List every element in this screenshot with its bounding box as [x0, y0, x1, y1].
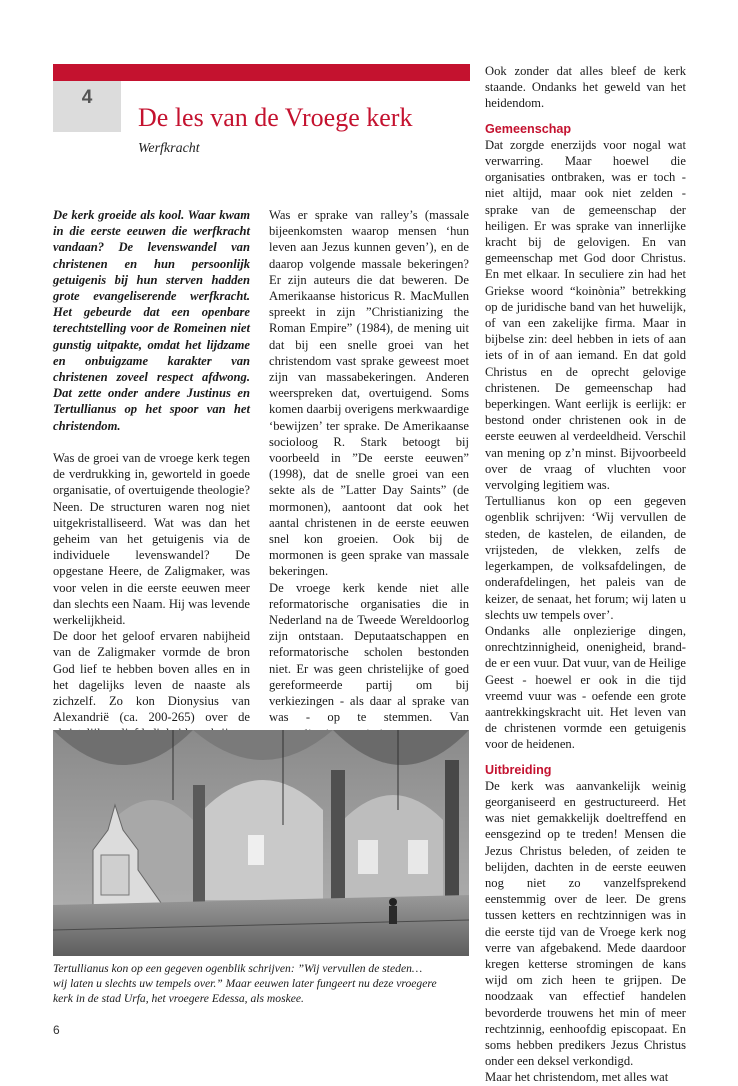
- paragraph-2: De door het geloof ervaren nabijheid van de Zaligmaker vormde de bron God lief te hebben boven alles en in het dagelijks leven de naaste als zichzelf. Zo kon Dionysius van Alexandrië (ca. 200-265) over de: [53, 629, 250, 725]
- intro-paragraph: De kerk groeide als kool. Waar kwam in die eerste eeuwen die werfkracht vandaan? De levenswandel van christenen en hun persoonlijk getuigenis bij hun sterven hadden grote evangeliserende werfkracht. Het gebeurde dat een openbare terechtstelling voor de Romeinen niet gunstig uitpakte, omdat het lijdzame en onbuigzame karakter van christenen zoveel respect afdwong. Dat zette onder andere Justinus en Tertullianus op het spoor van het christendom.: [53, 208, 250, 433]
- section-heading-uitbreiding: Uitbreiding: [485, 762, 552, 777]
- paragraph-8: Ondanks alle onplezierige dingen, onrechtzinnigheid, onenigheid, brand- de er een vuur. Dat vuur, van de Heilige Geest - hoewel er ook in die tijd vreemd vuur was - oefende een grote aantrekkingskracht uit. Het leven van de christenen vormde een getuigenis voor de heidenen.: [485, 623, 686, 752]
- paragraph-9: De kerk was aanvankelijk weinig georganiseerd en gestructureerd. Het was niet gemakkelijk doeltreffend en eensgezind op te treden! Mensen die Jezus Christus beleden, of zeiden te belijden, dachten in de eerste eeuwen nog niet zo vanzelfsprekend eenstemmig over de leer. De grens tussen ketters en rechtzinnigen was in die eerste tijd van de Vroege kerk nog verre van afgebakend. Mede daardoor kregen ketterse stromingen de kans wijd om zich heen te grijpen. De noodzaak van effectief handelen bevorderde trouwens het min of meer rechtzinnig, eenhoofdig episcopaat. En soms hebben predikers Jezus Christus onder een deksel verkondigd.: [485, 778, 686, 1069]
- paragraph-10: Maar het christendom, met alles wat: [485, 1070, 669, 1085]
- caption-line-2: wij laten u slechts uw tempels over.” Maar eeuwen later fungeert nu deze vroegere: [53, 977, 437, 990]
- chapter-number-box: [53, 81, 121, 132]
- paragraph-6: Dat zorgde enerzijds voor nogal wat verwarring. Maar hoewel die organisaties ontbraken, was er toch - niet altijd, maar ook niet zelden - sprake van de gemeenschap der heiligen. Er was sprake van innerlijke kracht bij de gelovigen. En van gemeenschap met God door Christus. En met elkaar. In seculiere zin had het Griekse woord “koinònia” betrekking op de juridische band van het huwelijk, of van een zakelijke firma. Maar in bijbelse zin: deel hebben in iets of aan iets of in of aan iemand. En dat gold Christus en de oprecht gelovige christenen. De gemeenschap had beperkingen. Want eerlijk is eerlijk: er bestond onder christenen ook in de eerste eeuwen al verdeeldheid. Verschil van mening op z’n minst. Bijvoorbeeld over de vraag of vluchten voor vervolging legitiem was.: [485, 137, 686, 493]
- article-subtitle: Werfkracht: [138, 141, 200, 156]
- text-column-1: [53, 207, 250, 727]
- paragraph-4: De vroege kerk kende niet alle reformatorische organisaties die in Nederland na de Tweede Wereldoorlog zijn ontstaan. Deputaatschappen en reformatorische scholen bestonden niet. Er was geen christelijke of goed gereformeerde partij om bij verkiezingen - als daar al sprake van was - op te stemmen. Van: [269, 580, 469, 725]
- chapter-number: 4: [81, 87, 93, 108]
- mosque-interior-photo: [53, 730, 469, 956]
- section-heading-gemeenschap: Gemeenschap: [485, 121, 572, 136]
- caption-line-3: kerk in de stad Urfa, het vroegere Edessa, als moskee.: [53, 992, 304, 1005]
- paragraph-5: Ook zonder dat alles bleef de kerk staande. Ondanks het geweld van het heidendom.: [485, 64, 686, 111]
- photo-caption: [53, 961, 471, 1006]
- header-red-bar: [53, 64, 470, 81]
- text-column-2: [269, 207, 469, 727]
- paragraph-7: Tertullianus kon op een gegeven ogenblik schrijven: ‘Wij vervullen de steden, de kastelen, de eilanden, de vrijsteden, de vlekken, zelfs de legerkampen, de volksafdelingen, de onderafdelingen, het paleis van de keizer, de senaat, het forum; wij laten u slechts uw tempels over’.: [485, 494, 686, 622]
- text-column-3: [485, 63, 686, 1085]
- paragraph-3: Was er sprake van ralley’s (massale bijeenkomsten waarop mensen ‘hun leven aan Jezus kunnen geven’), en de daarop volgende massale bekeringen? Er zijn auteurs die dat beweren. De Amerikaanse historicus R. MacMullen spreekt in zijn ”Christianizing the Roman Empire” (1984), de mening uit dat bij een snelle groei van het christendom vast sprake geweest moet zijn van massabekeringen. Anderen weerspreken dat, overtuigend. Soms komen daarbij overigens merkwaardige ‘bewijzen’ ter sprake. De Amerikaanse socioloog R. Stark betoogt bij voorbeeld in ”De eerste eeuwen” (1998), dat de snelle groei van een sekte als de ”Latter Day Saints” (de mormonen), aantoont dat ook het aantal christenen in de eerste eeuwen snel kon groeien. Ook bij de mormonen is geen sprake van massale bekeringen.: [269, 208, 469, 579]
- caption-line-1: Tertullianus kon op een gegeven ogenblik schrijven: ”Wij vervullen de steden…: [53, 962, 423, 975]
- page-number: 6: [53, 1023, 60, 1037]
- article-title: De les van de Vroege kerk: [138, 103, 413, 132]
- paragraph-1: Was de groei van de vroege kerk tegen de verdrukking in, geworteld in goede organisatie, of overtuigende theologie? Neen. De structuren waren nog niet uitgekristalliseerd. Wat was dan het geheim van het getuigenis via de individuele levenswandel? De opgestane Heere, de Zaligmaker, was voor velen in die eerste eeuwen meer dan slechts een Naam. Hij was levende werkelijkheid.: [53, 451, 250, 628]
